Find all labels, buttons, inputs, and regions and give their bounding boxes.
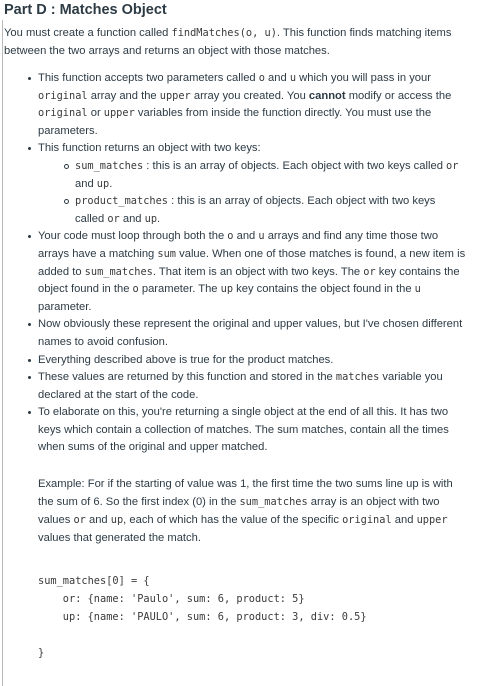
- code-line: }: [38, 647, 45, 660]
- code-line: sum_matches[0] = {: [38, 575, 150, 588]
- keys-sublist: [38, 158, 466, 228]
- list-item: Everything described above is true for the product matches.: [38, 352, 466, 370]
- list-item: Now obviously these represent the original and upper values, but I've chosen different names to avoid confusion.: [38, 316, 466, 351]
- inline-code: findMatches(o, u): [171, 27, 277, 39]
- list-item: Your code must loop through both the o and u arrays and find any time those two arrays have a matching sum value. When one of those matches is found, a new item is added to sum_matches. That item is an object with two keys. The or key contains the object found in the o parameter. The up key contains the object found in the u parameter.: [38, 228, 466, 316]
- example-paragraph: Example: For if the starting of value was 1, the first time the two sums line up is with the sum of 6. So the first index (0) in the sum_matches array is an object with two values or and up, each of which has the value of the specific original and upper values that generated the match.: [38, 478, 453, 545]
- sublist-item: product_matches : this is an array of objects. Each object with two keys called or and up.: [75, 193, 466, 228]
- left-border: [2, 20, 3, 686]
- document-page: [4, 0, 496, 662]
- requirements-list: [4, 70, 466, 662]
- list-item: To elaborate on this, you're returning a single object at the end of all this. It has two keys which contain a collection of matches. The sum matches, contain all the times when sums of the original and upper matched. Example: For if the starting of value was 1, the first time the two sums line up is with the sum of 6. So the first index (0) in the sum_matches array is an object with two values or and up, each of which has the value of the specific original and upper values that generated the match. sum_matches[0] = { or: {name: 'Paulo', sum: 6, product: 5} up: {name: 'PAULO', sum: 6, product: 3, div: 0.5} }: [38, 404, 466, 662]
- sublist-item: sum_matches : this is an array of objects. Each object with two keys called or and up.: [75, 158, 466, 193]
- section-heading: Part D : Matches Object: [4, 2, 167, 18]
- code-line: or: {name: 'Paulo', sum: 6, product: 5}: [38, 593, 305, 606]
- code-line: up: {name: 'PAULO', sum: 6, product: 3, div: 0.5}: [38, 611, 367, 624]
- emphasis: cannot: [308, 89, 346, 102]
- list-item: This function returns an object with two keys: sum_matches : this is an array of objects. Each object with two keys called or and up. product_matches : this is an array of objects. Each object with two keys called or and up.: [38, 140, 466, 228]
- list-item: This function accepts two parameters called o and u which you will pass in your original array and the upper array you created. You cannot modify or access the original or upper variables from inside the function directly. You must use the parameters.: [38, 70, 466, 140]
- intro-paragraph: You must create a function called findMatches(o, u). This function finds matching items between the two arrays and returns an object with those matches.: [4, 27, 452, 57]
- list-item: These values are returned by this function and stored in the matches variable you declared at the start of the code.: [38, 369, 466, 404]
- code-block: [38, 572, 466, 662]
